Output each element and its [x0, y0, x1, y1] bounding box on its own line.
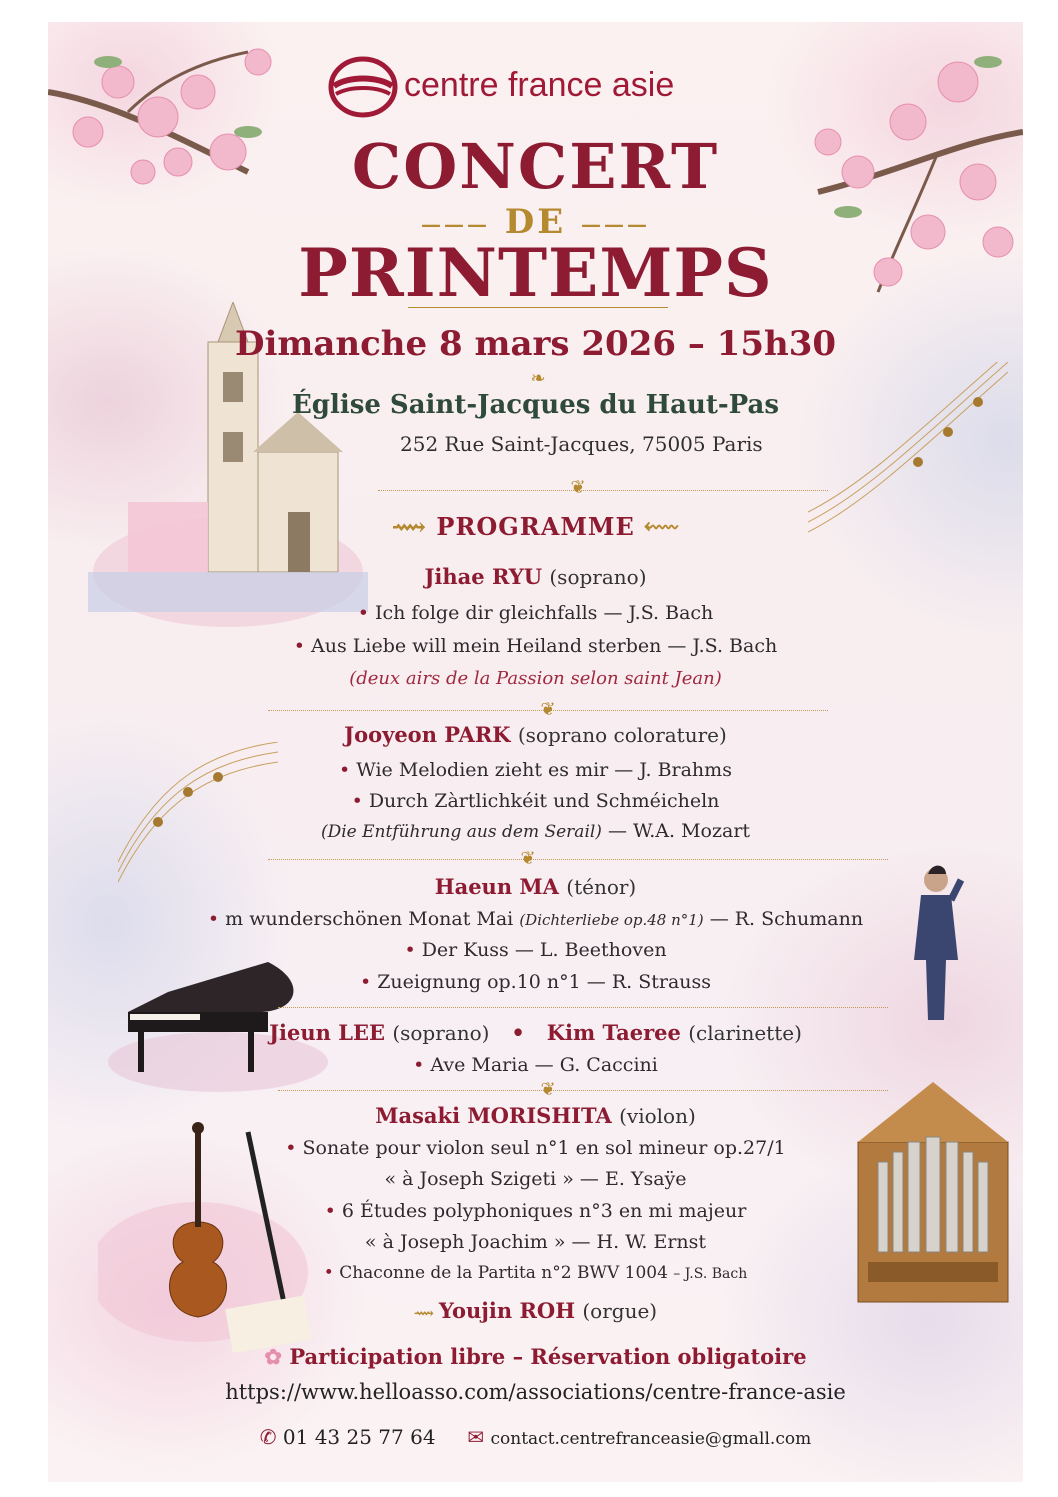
- programme-item: • Ave Maria — G. Caccini: [413, 1054, 658, 1076]
- programme-note: (deux airs de la Passion selon saint Jean): [349, 668, 722, 689]
- performer-role: (soprano): [392, 1021, 490, 1045]
- divider: [268, 859, 888, 860]
- programme-item-text: Durch Zàrtlichkéit und Schméicheln: [368, 790, 720, 812]
- poster: [48, 22, 1023, 1482]
- email-icon: ✉: [467, 1425, 491, 1449]
- programme-item: • Chaconne de la Partita n°2 BWV 1004 – J.S. Bach: [323, 1263, 748, 1283]
- contact-line: [48, 1425, 1023, 1449]
- performer-role: (violon): [619, 1104, 696, 1128]
- email-address[interactable]: contact.centrefranceasie@gmall.com: [490, 1429, 812, 1449]
- programme-item-detail: (Dichterliebe op.48 n°1): [519, 911, 704, 929]
- programme-subline: [48, 820, 1023, 842]
- programme-item-composer: – J.S. Bach: [673, 1266, 748, 1282]
- brand-logo[interactable]: [328, 56, 768, 118]
- performer-line: [48, 722, 1023, 747]
- work-composer: — W.A. Mozart: [608, 820, 751, 842]
- logo-mark-icon: [328, 56, 398, 118]
- brand-name: centre france asie: [404, 66, 675, 104]
- flower-icon: ✿: [264, 1344, 290, 1369]
- performer-line: ⟿ Youjin ROH (orgue): [413, 1298, 658, 1323]
- performer-role: (soprano colorature): [517, 723, 727, 747]
- divider: [278, 1090, 888, 1091]
- reservation-link[interactable]: https://www.helloasso.com/associations/centre-france-asie: [225, 1380, 846, 1404]
- phone-icon: ✆: [259, 1425, 283, 1449]
- programme-item: • 6 Études polyphoniques n°3 en mi majeur: [324, 1200, 747, 1222]
- programme-item-text: Sonate pour violon seul n°1 en sol mineur op.27/1: [302, 1137, 786, 1159]
- divider-ornament: ❦: [540, 699, 556, 720]
- programme-item-text: Zueignung op.10 n°1 — R. Strauss: [377, 971, 712, 993]
- title-line-1: CONCERT: [351, 130, 720, 203]
- programme-item: • Der Kuss — L. Beethoven: [404, 939, 667, 961]
- performer-line: [48, 1103, 1023, 1128]
- performer-role: (soprano): [549, 565, 647, 589]
- phone-number[interactable]: 01 43 25 77 64: [282, 1425, 436, 1449]
- performer-name: Jooyeon PARK: [344, 722, 511, 747]
- programme-item-subline: « à Joseph Szigeti » — E. Ysaÿe: [384, 1168, 687, 1190]
- programme-item-text: Chaconne de la Partita n°2 BWV 1004: [339, 1263, 668, 1283]
- performer-name: Masaki MORISHITA: [375, 1103, 612, 1128]
- performer-name: Jihae RYU: [424, 564, 543, 589]
- event-date-time: Dimanche 8 mars 2026 – 15h30: [234, 324, 837, 364]
- title-line-2: ——— DE ———: [420, 202, 651, 242]
- title-de-word: DE: [504, 202, 567, 242]
- programme-item: • Wie Melodien zieht es mir — J. Brahms: [339, 759, 732, 781]
- divider-ornament: ❦: [520, 848, 536, 869]
- performer-role: (ténor): [566, 875, 637, 899]
- programme-item-text: Aus Liebe will mein Heiland sterben — J.S. Bach: [311, 635, 778, 657]
- programme-item-text: Ave Maria — G. Caccini: [430, 1054, 658, 1076]
- performer-name-2: Kim Taeree: [546, 1020, 681, 1045]
- divider: [278, 1007, 888, 1008]
- participation-info: [48, 1344, 1023, 1369]
- programme-heading-text: PROGRAMME: [436, 512, 635, 541]
- programme-item-text: Der Kuss — L. Beethoven: [421, 939, 667, 961]
- performer-name: Jieun LEE: [269, 1020, 385, 1045]
- date-ornament: ❧: [530, 368, 546, 389]
- programme-heading: ⟿ PROGRAMME ⬳: [391, 512, 680, 541]
- performer-name: Haeun MA: [434, 874, 559, 899]
- performer-role: (orgue): [582, 1299, 658, 1323]
- performer-line: [48, 874, 1023, 899]
- programme-item-subline: « à Joseph Joachim » — H. W. Ernst: [364, 1231, 707, 1253]
- divider-ornament: ❦: [540, 1079, 556, 1100]
- event-address: 252 Rue Saint-Jacques, 75005 Paris: [400, 432, 763, 456]
- programme-item: • Ich folge dir gleichfalls — J.S. Bach: [357, 602, 714, 624]
- programme-item: • Zueignung op.10 n°1 — R. Strauss: [359, 971, 712, 993]
- performer-line: [48, 564, 1023, 589]
- programme-item-text: m wunderschönen Monat Mai: [225, 908, 514, 930]
- performer-name: Youjin ROH: [438, 1298, 576, 1323]
- programme-item-text: 6 Études polyphoniques n°3 en mi majeur: [341, 1200, 747, 1222]
- work-title: (Die Entführung aus dem Serail): [320, 822, 602, 842]
- programme-item: • Sonate pour violon seul n°1 en sol mineur op.27/1: [285, 1137, 786, 1159]
- title-ornament: [408, 307, 668, 309]
- event-venue: Église Saint-Jacques du Haut-Pas: [291, 390, 780, 420]
- performer-role-2: (clarinette): [688, 1021, 802, 1045]
- programme-item-composer: — R. Schumann: [709, 908, 864, 930]
- title-line-3: PRINTEMPS: [298, 234, 773, 312]
- participation-text: Participation libre – Réservation obligatoire: [289, 1344, 807, 1369]
- programme-item: • Durch Zàrtlichkéit und Schméicheln: [351, 790, 720, 812]
- programme-item: • Aus Liebe will mein Heiland sterben — J.S. Bach: [293, 635, 778, 657]
- performer-line: Jieun LEE (soprano) • Kim Taeree (clarinette): [269, 1020, 802, 1045]
- programme-item-text: Ich folge dir gleichfalls — J.S. Bach: [374, 602, 714, 624]
- divider-ornament: ❦: [570, 477, 586, 498]
- programme-item: • m wunderschönen Monat Mai (Dichterliebe op.48 n°1) — R. Schumann: [207, 908, 864, 930]
- programme-item-text: Wie Melodien zieht es mir — J. Brahms: [356, 759, 732, 781]
